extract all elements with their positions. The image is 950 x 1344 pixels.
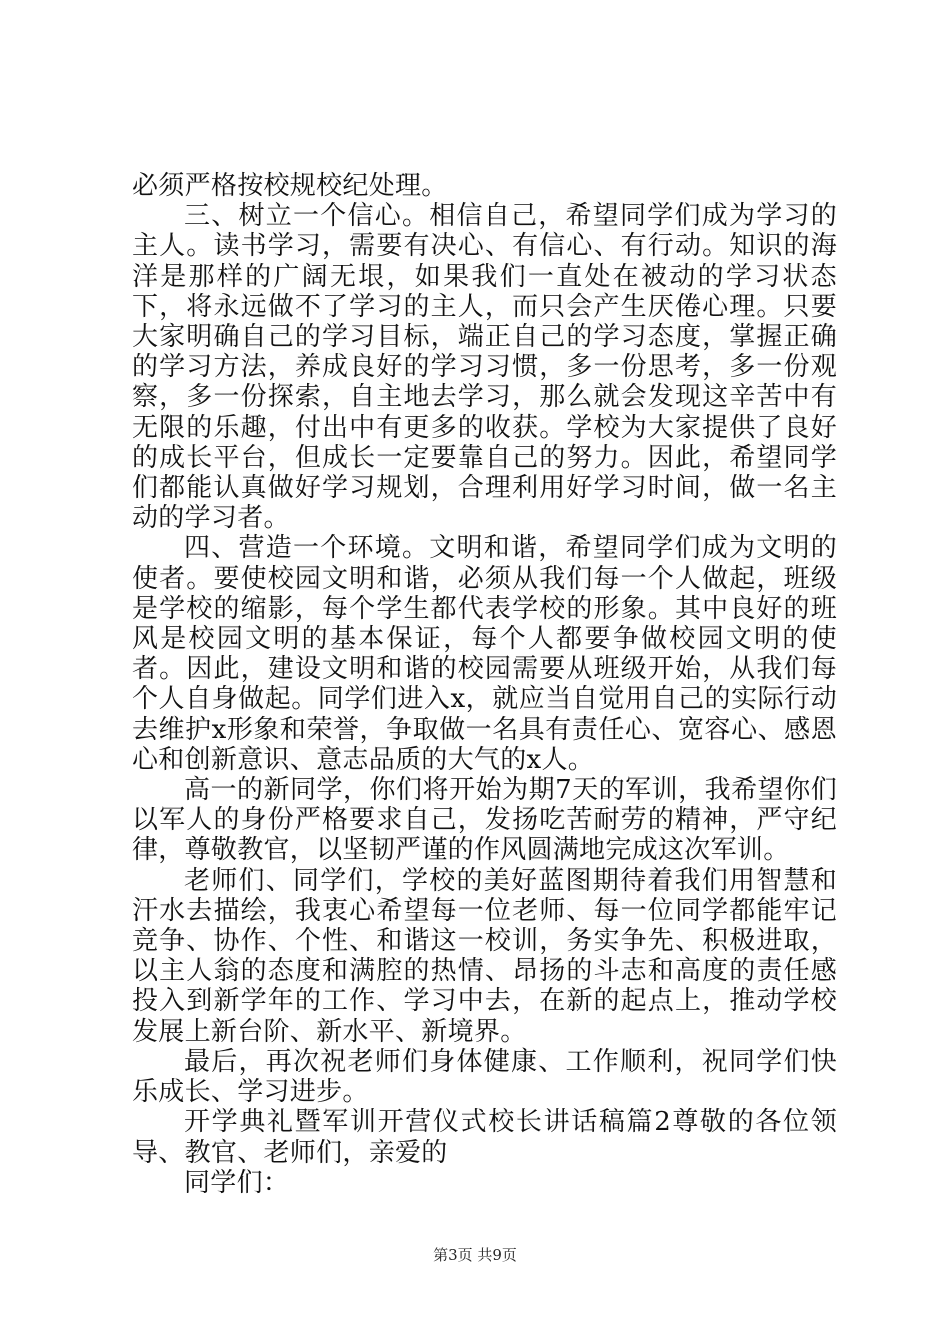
paragraph-continuation: 必须严格按校规校纪处理。 [132, 171, 448, 201]
paragraph-salutation: 同学们： [184, 1167, 290, 1198]
paragraph-closing-wishes: 最后，再次祝老师们身体健康、工作顺利，祝同学们快乐成长、学习进步。 [132, 1046, 837, 1108]
paragraph-speech-2-heading: 开学典礼暨军训开营仪式校长讲话稿篇2尊敬的各位领导、教官、老师们，亲爱的 [132, 1107, 837, 1168]
page-number-footer: 第3页 共9页 [433, 1246, 517, 1264]
paragraph-military-training: 高一的新同学，你们将开始为期7天的军训，我希望你们以军人的身份严格要求自己，发扬吃苦耐劳的精神，严守纪律，尊敬教官，以坚韧严谨的作风圆满地完成这次军训。 [132, 775, 837, 866]
paragraph-confidence: 三、树立一个信心。相信自己，希望同学们成为学习的主人。读书学习，需要有决心、有信心、有行动。知识的海洋是那样的广阔无垠，如果我们一直处在被动的学习状态下，将永远做不了学习的主人，而只会产生厌倦心理。只要大家明确自己的学习目标，端正自己的学习态度，掌握正确的学习方法，养成良好的学习习惯，多一份思考，多一份观察，多一份探索，自主地去学习，那么就会发现这辛苦中有无限的乐趣，付出中有更多的收获。学校为大家提供了良好的成长平台，但成长一定要靠自己的努力。因此，希望同学们都能认真做好学习规划，合理利用好学习时间，做一名主动的学习者。 [132, 201, 837, 534]
paragraph-environment: 四、营造一个环境。文明和谐，希望同学们成为文明的使者。要使校园文明和谐，必须从我们每一个人做起，班级是学校的缩影，每个学生都代表学校的形象。其中良好的班风是校园文明的基本保证，每个人都要争做校园文明的使者。因此，建设文明和谐的校园需要从班级开始，从我们每个人自身做起。同学们进入x，就应当自觉用自己的实际行动去维护x形象和荣誉，争取做一名具有责任心、宽容心、感恩心和创新意识、意志品质的大气的x人。 [132, 533, 837, 775]
document-body [132, 171, 837, 1198]
paragraph-teachers-students: 老师们、同学们，学校的美好蓝图期待着我们用智慧和汗水去描绘，我衷心希望每一位老师、每一位同学都能牢记竞争、协作、个性、和谐这一校训，务实争先、积极进取，以主人翁的态度和满腔的热情、昂扬的斗志和高度的责任感投入到新学年的工作、学习中去，在新的起点上，推动学校发展上新台阶、新水平、新境界。 [132, 865, 837, 1047]
